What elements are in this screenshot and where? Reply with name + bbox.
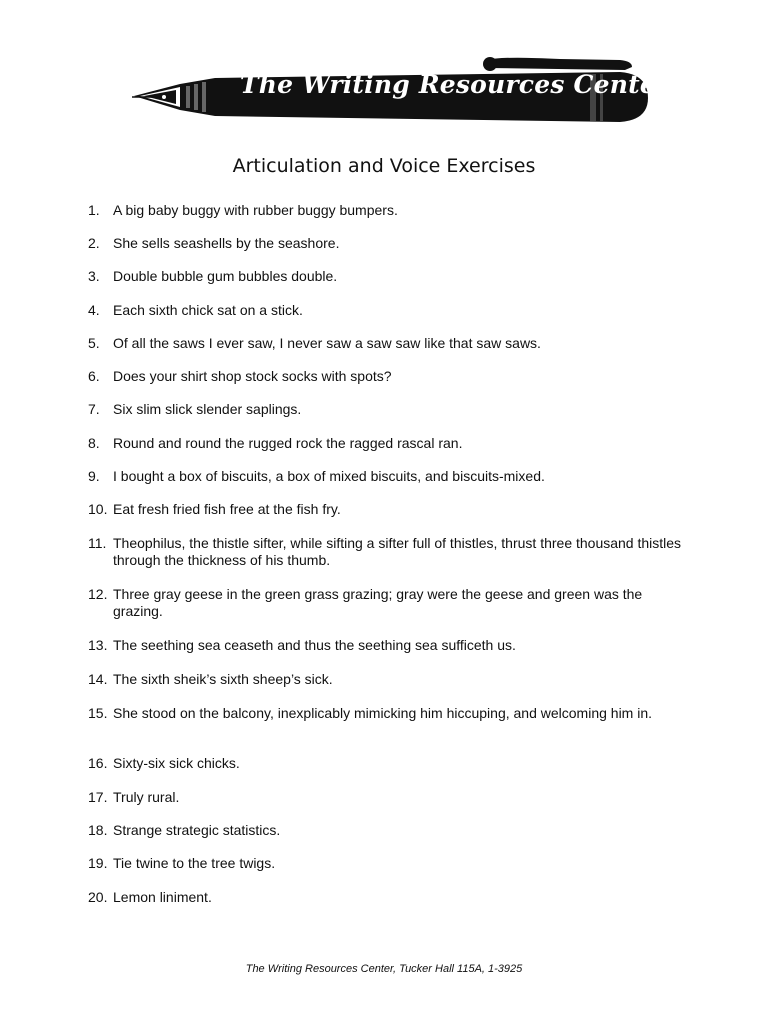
list-item — [88, 501, 688, 518]
item-text: Of all the saws I ever saw, I never saw a saw saw like that saw saws. — [113, 335, 541, 351]
list-item — [88, 468, 688, 485]
item-text: Does your shirt shop stock socks with spots? — [113, 368, 392, 384]
item-text: Eat fresh fried fish free at the fish fry. — [113, 501, 341, 517]
list-item — [88, 755, 688, 772]
item-number: 1. — [88, 202, 100, 218]
list-item — [88, 368, 688, 385]
logo-text: The Writing Resources Center — [240, 70, 670, 99]
list-item — [88, 401, 688, 418]
item-text: Each sixth chick sat on a stick. — [113, 302, 303, 318]
list-item — [88, 671, 688, 688]
item-text: Round and round the rugged rock the ragged rascal ran. — [113, 435, 463, 451]
item-number: 12. — [88, 586, 108, 602]
item-number: 16. — [88, 755, 108, 771]
item-text: The sixth sheik’s sixth sheep’s sick. — [113, 671, 333, 687]
item-number: 14. — [88, 671, 108, 687]
item-text: A big baby buggy with rubber buggy bumpers. — [113, 202, 398, 218]
list-item — [88, 586, 688, 620]
page-footer: The Writing Resources Center, Tucker Hall 115A, 1-3925 — [245, 963, 523, 975]
page-title: Articulation and Voice Exercises — [232, 155, 536, 177]
item-number: 20. — [88, 889, 108, 905]
item-text: Three gray geese in the green grass grazing; gray were the geese and green was the grazing. — [113, 586, 643, 619]
item-text: Tie twine to the tree twigs. — [113, 855, 276, 871]
item-text: Theophilus, the thistle sifter, while sifting a sifter full of thistles, thrust three thousand thistles through the thickness of his thumb. — [113, 535, 682, 568]
item-text: She stood on the balcony, inexplicably mimicking him hiccuping, and welcoming him in. — [113, 705, 653, 721]
item-number: 3. — [88, 268, 100, 284]
item-number: 8. — [88, 435, 100, 451]
list-item — [88, 855, 688, 872]
item-number: 5. — [88, 335, 100, 351]
list-item — [88, 889, 688, 906]
list-item — [88, 535, 688, 569]
list-item — [88, 302, 688, 319]
item-number: 17. — [88, 789, 108, 805]
list-item — [88, 435, 688, 452]
list-item — [88, 789, 688, 806]
item-number: 7. — [88, 401, 100, 417]
item-text: Double bubble gum bubbles double. — [113, 268, 338, 284]
item-number: 2. — [88, 235, 100, 251]
list-item — [88, 202, 688, 219]
item-text: She sells seashells by the seashore. — [113, 235, 340, 251]
list-item — [88, 335, 688, 352]
item-number: 11. — [88, 535, 107, 551]
list-item — [88, 822, 688, 839]
item-text: I bought a box of biscuits, a box of mixed biscuits, and biscuits-mixed. — [113, 468, 545, 484]
item-number: 18. — [88, 822, 108, 838]
item-number: 13. — [88, 637, 108, 653]
item-number: 15. — [88, 705, 108, 721]
item-text: Six slim slick slender saplings. — [113, 401, 302, 417]
item-number: 6. — [88, 368, 100, 384]
list-item — [88, 705, 688, 722]
item-text: Truly rural. — [113, 789, 180, 805]
list-item — [88, 268, 688, 285]
item-text: The seething sea ceaseth and thus the seething sea sufficeth us. — [113, 637, 516, 653]
item-number: 4. — [88, 302, 100, 318]
item-text: Lemon liniment. — [113, 889, 212, 905]
item-number: 9. — [88, 468, 100, 484]
item-text: Strange strategic statistics. — [113, 822, 281, 838]
item-text: Sixty-six sick chicks. — [113, 755, 240, 771]
list-item — [88, 637, 688, 654]
item-number: 10. — [88, 501, 108, 517]
header-logo — [120, 50, 670, 135]
item-number: 19. — [88, 855, 108, 871]
list-item — [88, 235, 688, 252]
